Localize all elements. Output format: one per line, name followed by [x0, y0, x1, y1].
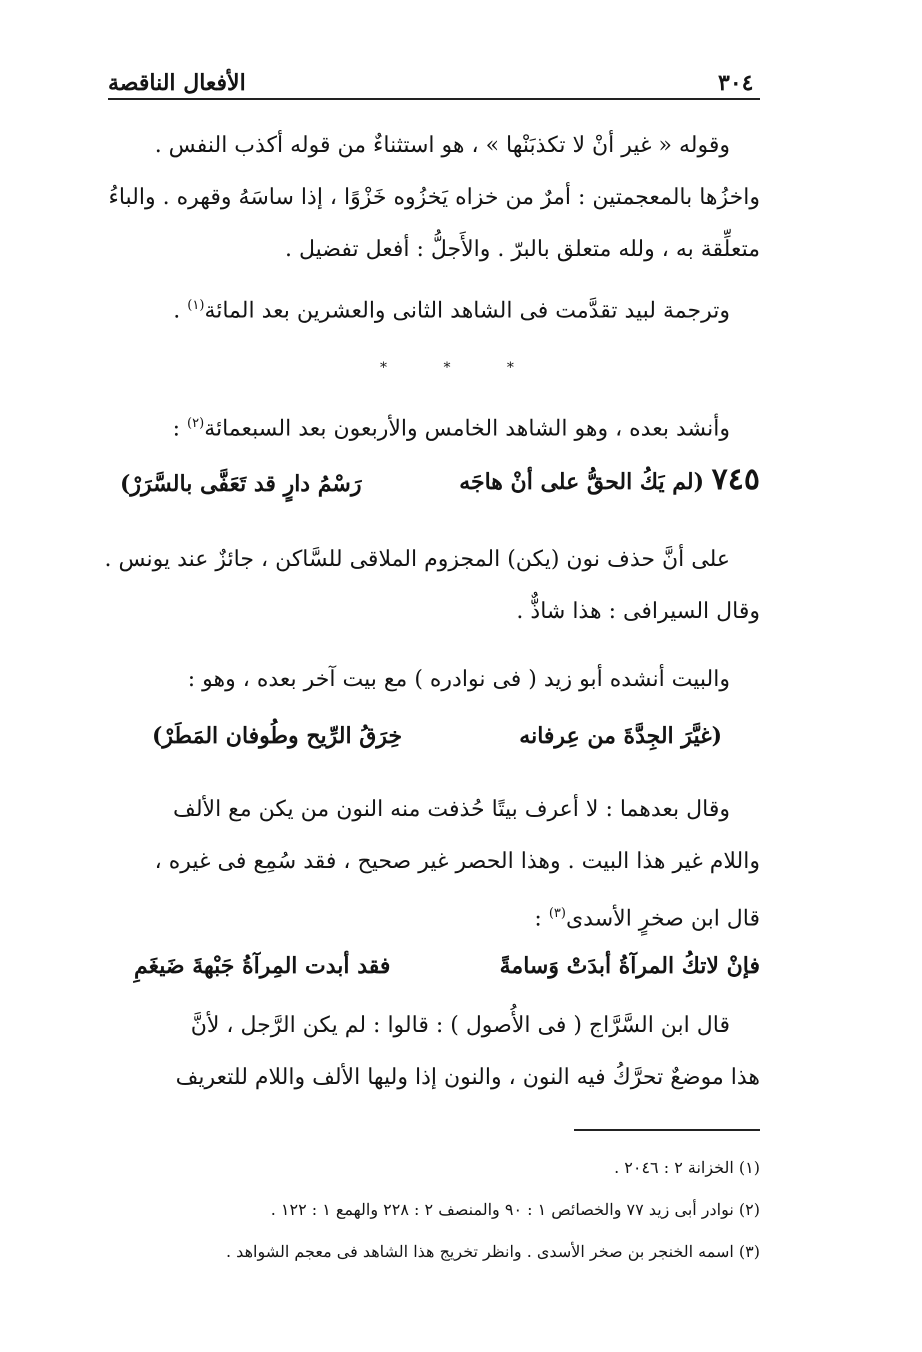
header-rule — [108, 98, 760, 100]
footnote-marker[interactable]: (٢) — [187, 416, 205, 431]
text-span: . — [173, 298, 188, 324]
text-line: متعلِّقة به ، ولله متعلق بالبرّ . والأَجلُّ : أفعل تفضيل . — [284, 237, 760, 262]
text-line: وقال السيرافى : هذا شاذٌّ . — [516, 599, 760, 624]
footnote-rule — [574, 1129, 760, 1131]
footnote: (٢) نوادر أبى زيد ٧٧ والخصائص ١ : ٩٠ والمنصف ٢ : ٢٢٨ والهمع ١ : ١٢٢ . — [270, 1200, 760, 1219]
section-title: الأفعال الناقصة — [108, 70, 246, 96]
verse-hemistich: (غيَّرَ الجِدَّةَ من عِرفانه — [519, 723, 722, 749]
text-line: وقوله « غير أنْ لا تكذبَنْها » ، هو استثناءٌ من قوله أكذب النفس . — [154, 133, 730, 158]
footnote-marker[interactable]: (١) — [187, 298, 205, 313]
verse-hemistich: (لم يَكُ الحقُّ على أنْ هاجَه — [459, 469, 704, 495]
text-line — [173, 290, 730, 327]
verse-hemistich: فقد أبدت المِرآةُ جَبْهةَ ضَيغَمِ — [134, 953, 391, 979]
footnote-marker[interactable]: (٣) — [548, 906, 566, 921]
text-line: واللام غير هذا البيت . وهذا الحصر غير صحيح ، فقد سُمِع فى غيره ، — [154, 849, 760, 874]
text-line — [534, 898, 760, 935]
text-span: وترجمة لبيد تقدَّمت فى الشاهد الثانى والعشرين بعد المائة — [204, 298, 730, 324]
verse-hemistich: رَسْمُ دارٍ قد تَعَفَّى بالسَّرَرْ) — [120, 471, 362, 497]
page-number: ٣٠٤ — [718, 70, 754, 96]
verse-hemistich: خِرَقُ الرِّيح وطُوفان المَطَرْ) — [152, 723, 403, 749]
text-line: هذا موضعٌ تحرَّكُ فيه النون ، والنون إذا وليها الألف واللام للتعريف — [175, 1065, 760, 1090]
text-span: : — [534, 906, 549, 932]
text-span: وأنشد بعده ، وهو الشاهد الخامس والأربعون بعد السبعمائة — [204, 416, 730, 442]
footnote: (١) الخزانة ٢ : ٢٠٤٦ . — [614, 1158, 760, 1177]
section-separator: * * * — [380, 360, 540, 376]
text-line: قال ابن السَّرَّاج ( فى الأُصول ) : قالوا : لم يكن الرَّجل ، لأنَّ — [190, 1013, 730, 1038]
text-line: على أنَّ حذف نون (يكن) المجزوم الملاقى للسَّاكن ، جائزٌ عند يونس . — [104, 547, 730, 572]
text-line: وقال بعدهما : لا أعرف بيتًا حُذفت منه النون من يكن مع الألف — [173, 797, 730, 822]
text-line — [173, 408, 730, 445]
footnote: (٣) اسمه الخنجر بن صخر الأسدى . وانظر تخريج هذا الشاهد فى معجم الشواهد . — [226, 1242, 760, 1261]
verse-hemistich: فإنْ لاتكُ المرآةُ أبدَتْ وَسامةً — [499, 953, 760, 979]
text-line: والبيت أنشده أبو زيد ( فى نوادره ) مع بيت آخر بعده ، وهو : — [187, 667, 730, 692]
text-span: : — [172, 416, 188, 442]
verse-line — [459, 464, 760, 498]
shahid-number: ٧٤٥ — [711, 462, 760, 497]
text-line: واخزُها بالمعجمتين : أمرٌ من خزاه يَخزُوه خَزْوًا ، إذا ساسَهُ وقهره . والباءُ — [108, 185, 760, 210]
text-span: قال ابن صخرٍ الأسدى — [565, 906, 760, 932]
